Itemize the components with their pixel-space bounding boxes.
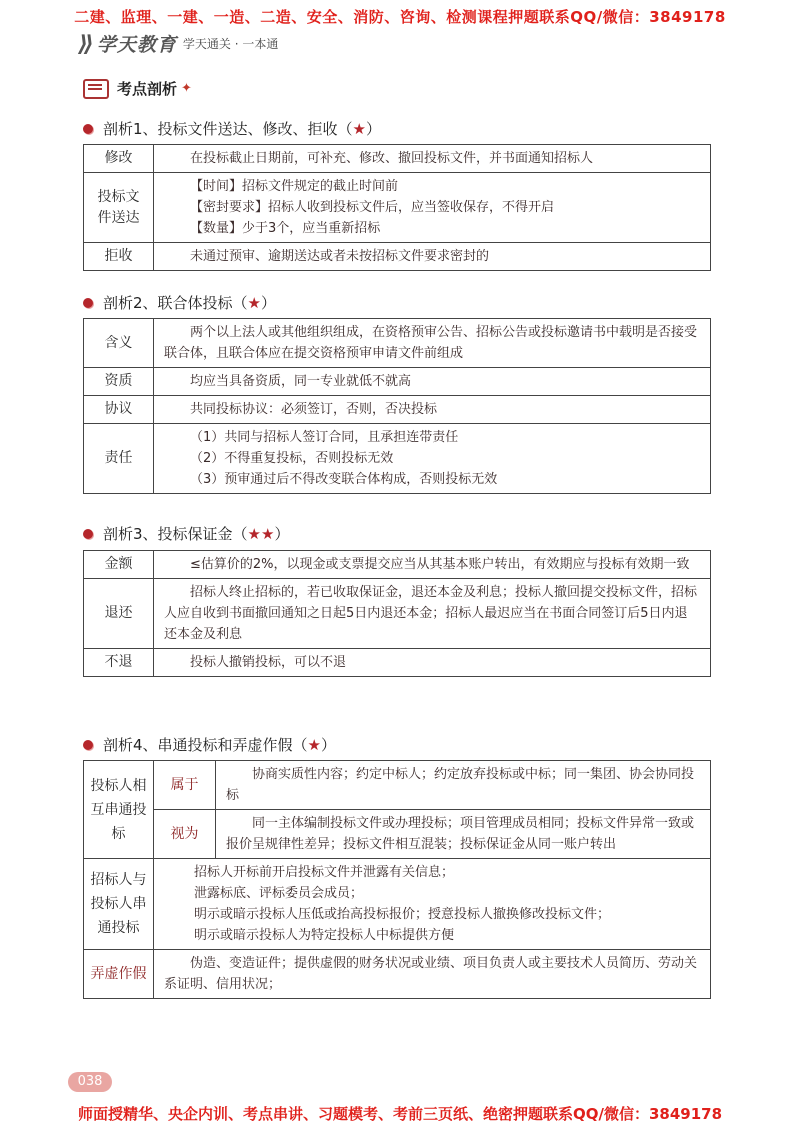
star-rating: ★★ [247, 524, 275, 543]
table-row [84, 859, 711, 950]
content-line: 招标人开标前开启投标文件并泄露有关信息； [194, 865, 455, 880]
brand-logo-text: 学天教育 [96, 34, 177, 56]
row-content: 两个以上法人或其他组织组成，在资格预审公告、招标公告或投标邀请书中载明是否接受联合体，且联合体应在提交资格预审申请文件前组成 [154, 319, 711, 368]
content-line: 【时间】招标文件规定的截止时间前 [190, 179, 399, 194]
bullet-dot-icon [83, 529, 93, 539]
sparkle-icon: ✦ [181, 81, 192, 96]
subsection-heading-4 [83, 734, 336, 755]
page-number: 038 [68, 1072, 112, 1092]
row-label: 修改 [84, 145, 154, 173]
row-label: 资质 [84, 368, 154, 396]
content-line: （3）预审通过后不得改变联合体构成，否则投标无效 [190, 472, 498, 487]
subsection-heading-1 [83, 118, 381, 139]
row-label: 投标文件送达 [84, 173, 154, 243]
row-label: 协议 [84, 396, 154, 424]
bottom-promo-banner: 师面授精华、央企内训、考点串讲、习题模考、考前三页纸、绝密押题联系QQ/微信：3849178 [77, 1105, 723, 1123]
table-bid-bond [83, 550, 711, 677]
content-line: 泄露标底、评标委员会成员； [194, 886, 364, 901]
row-label: 不退 [84, 649, 154, 677]
star-rating: ★ [247, 293, 261, 312]
row-content: 投标人撤销投标，可以不退 [154, 649, 711, 677]
row-content: 未通过预审、逾期送达或者未按招标文件要求密封的 [154, 243, 711, 271]
content-line: （2）不得重复投标，否则投标无效 [190, 451, 394, 466]
section-title: 考点剖析 [117, 80, 178, 98]
table-row [84, 368, 711, 396]
bullet-dot-icon [83, 124, 93, 134]
table-row [84, 579, 711, 649]
row-content: 协商实质性内容；约定中标人；约定放弃投标或中标；同一集团、协会协同投标 [216, 761, 711, 810]
logo-mark-icon: ⟫ [78, 32, 95, 57]
subsection-title: 剖析3、投标保证金（ [103, 525, 248, 543]
row-content [154, 859, 711, 950]
row-label: 退还 [84, 579, 154, 649]
subsection-title: 剖析1、投标文件送达、修改、拒收（ [103, 120, 353, 138]
row-label: 金额 [84, 551, 154, 579]
brand-logo [78, 30, 177, 57]
table-row [84, 145, 711, 173]
top-promo-banner: 二建、监理、一建、一造、二造、安全、消防、咨询、检测课程押题联系QQ/微信：3849178 [74, 8, 726, 26]
subsection-heading-2 [83, 292, 276, 313]
star-rating: ★ [352, 119, 366, 138]
row-label: 拒收 [84, 243, 154, 271]
table-row [84, 396, 711, 424]
section-header [83, 78, 192, 99]
brand-slogan: 学天通关 · 一本通 [182, 37, 279, 51]
row-content: 均应当具备资质，同一专业就低不就高 [154, 368, 711, 396]
bullet-dot-icon [83, 740, 93, 750]
row-content [154, 173, 711, 243]
content-line: 【数量】少于3个，应当重新招标 [190, 221, 381, 236]
content-line: （1）共同与招标人签订合同，且承担连带责任 [190, 430, 459, 445]
content-line: 明示或暗示投标人为特定投标人中标提供方便 [194, 928, 455, 943]
table-row [84, 243, 711, 271]
row-label: 含义 [84, 319, 154, 368]
subsection-close: ） [321, 736, 337, 754]
row-content: ≤估算价的2%，以现金或支票提交应当从其基本账户转出，有效期应与投标有效期一致 [154, 551, 711, 579]
subsection-title: 剖析2、联合体投标（ [103, 294, 248, 312]
table-row [84, 424, 711, 494]
subsection-close: ） [274, 525, 290, 543]
table-row [84, 319, 711, 368]
table-row [84, 810, 711, 859]
table-row [84, 761, 711, 810]
table-submission [83, 144, 711, 271]
sub-label: 视为 [154, 810, 216, 859]
bullet-dot-icon [83, 298, 93, 308]
subsection-heading-3 [83, 523, 289, 544]
table-row [84, 551, 711, 579]
table-row [84, 649, 711, 677]
group-label: 弄虚作假 [84, 950, 154, 999]
notebook-icon [83, 79, 109, 99]
row-content: 伪造、变造证件；提供虚假的财务状况或业绩、项目负责人或主要技术人员简历、劳动关系证明、信用状况； [154, 950, 711, 999]
subsection-close: ） [366, 120, 382, 138]
table-collusion [83, 760, 711, 999]
content-line: 【密封要求】招标人收到投标文件后，应当签收保存，不得开启 [190, 200, 555, 215]
row-content [154, 424, 711, 494]
subsection-close: ） [261, 294, 277, 312]
group-label: 投标人相互串通投标 [84, 761, 154, 859]
row-content: 招标人终止招标的，若已收取保证金，退还本金及利息；投标人撤回提交投标文件，招标人应自收到书面撤回通知之日起5日内退还本金；招标人最迟应当在书面合同签订后5日内退还本金及利息 [154, 579, 711, 649]
subsection-title: 剖析4、串通投标和弄虚作假（ [103, 736, 308, 754]
row-label: 责任 [84, 424, 154, 494]
row-content: 共同投标协议：必须签订，否则，否决投标 [154, 396, 711, 424]
sub-label: 属于 [154, 761, 216, 810]
table-row [84, 173, 711, 243]
table-row [84, 950, 711, 999]
content-line: 明示或暗示投标人压低或抬高投标报价；授意投标人撤换修改投标文件； [194, 907, 611, 922]
group-label: 招标人与投标人串通投标 [84, 859, 154, 950]
star-rating: ★ [307, 735, 321, 754]
row-content: 同一主体编制投标文件或办理投标；项目管理成员相同；投标文件异常一致或报价呈规律性差异；投标文件相互混装；投标保证金从同一账户转出 [216, 810, 711, 859]
row-content: 在投标截止日期前，可补充、修改、撤回投标文件，并书面通知招标人 [154, 145, 711, 173]
brand-header [78, 30, 278, 57]
table-joint-bidding [83, 318, 711, 494]
